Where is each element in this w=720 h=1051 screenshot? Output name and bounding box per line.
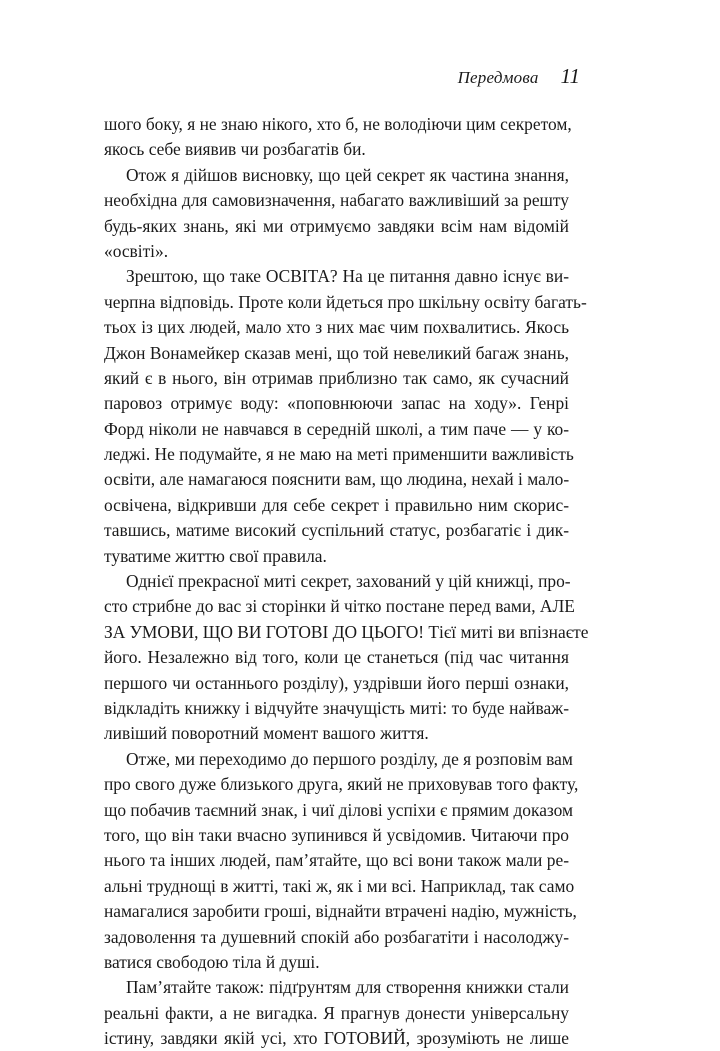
section-title: Передмова <box>457 68 539 87</box>
text-line: відкладіть книжку і відчуйте значущість миті: то буде найваж- <box>104 697 569 718</box>
text-line: тьох із цих людей, мало хто з них має чим похвалитись. Якось <box>104 317 569 338</box>
text-line: який є в нього, він отримав приблизно так само, як сучасний <box>104 367 569 388</box>
text-line: що побачив таємний знак, і чиї ділові успіхи є прямим доказом <box>104 799 574 820</box>
text-line: Зрештою, що таке ОСВІТА? На це питання давно існує ви- <box>126 266 569 287</box>
text-line: ватися свободою тіла й душі. <box>104 951 320 972</box>
text-line: леджі. Не подумайте, я не маю на меті применшити важливість <box>104 444 574 465</box>
page-number: 11 <box>560 64 580 88</box>
text-line: реальні факти, а не вигадка. Я прагнув донести універсальну <box>104 1002 569 1023</box>
text-line: освічена, відкривши для себе секрет і правильно ним скорис- <box>104 494 569 515</box>
text-line: альні труднощі в житті, такі ж, як і ми всі. Наприклад, так само <box>104 875 575 896</box>
text-line: паровоз отримує воду: «поповнюючи запас на ходу». Генрі <box>104 393 569 414</box>
text-line: ЗА УМОВИ, ЩО ВИ ГОТОВІ ДО ЦЬОГО! Тієї миті ви впізнаєте <box>104 621 589 642</box>
text-line: Однієї прекрасної миті секрет, захований у цій книжці, про- <box>126 571 571 592</box>
text-line: намагалися заробити гроші, віднайти втрачені надію, мужність, <box>104 901 577 922</box>
text-line: «освіті». <box>104 240 169 261</box>
text-line: Отож я дійшов висновку, що цей секрет як частина знання, <box>126 164 569 185</box>
text-line: про свого дуже близького друга, який не приховував того факту, <box>104 774 579 795</box>
text-line: освіти, але намагаюся пояснити вам, що людина, нехай і мало- <box>104 469 570 490</box>
running-head <box>458 64 580 89</box>
text-line: ливіший поворотний момент вашого життя. <box>104 723 429 744</box>
text-line: того, що він таки вчасно зупинився й усвідомив. Читаючи про <box>104 824 569 845</box>
text-line: будь-яких знань, які ми отримуємо завдяки всім нам відомій <box>104 215 569 236</box>
text-line: першого чи останнього розділу), уздрівши його перші ознаки, <box>104 672 569 693</box>
text-line: його. Незалежно від того, коли це станеться (під час читання <box>104 647 569 668</box>
text-line: шого боку, я не знаю нікого, хто б, не володіючи цим секретом, <box>104 114 572 134</box>
text-line: Джон Вонамейкер сказав мені, що той невеликий багаж знань, <box>104 342 569 363</box>
text-line: туватиме життю свої правила. <box>104 545 327 566</box>
text-line: тавшись, матиме високий суспільний статус, розбагатіє і дик- <box>104 520 569 541</box>
text-line: черпна відповідь. Проте коли йдеться про шкільну освіту багать- <box>104 291 587 312</box>
text-line: Форд ніколи не навчався в середній школі, а тим паче — у ко- <box>104 418 569 439</box>
text-line: необхідна для самовизначення, набагато важливіший за решту <box>104 190 569 211</box>
text-line: якось себе виявив чи розбагатів би. <box>104 139 366 160</box>
text-line: істину, завдяки якій усі, хто ГОТОВИЙ, зрозуміють не лише <box>104 1028 569 1049</box>
text-line: задоволення та душевний спокій або розбагатіти і насолоджу- <box>104 926 569 947</box>
text-line: сто стрибне до вас зі сторінки й чітко постане перед вами, АЛЕ <box>104 596 575 617</box>
text-line: Отже, ми переходимо до першого розділу, де я розповім вам <box>126 748 573 769</box>
text-line: Пам’ятайте також: підґрунтям для створення книжки стали <box>126 977 569 998</box>
text-line: нього та інших людей, пам’ятайте, що всі вони також мали ре- <box>104 850 569 871</box>
body-text <box>104 112 589 1051</box>
